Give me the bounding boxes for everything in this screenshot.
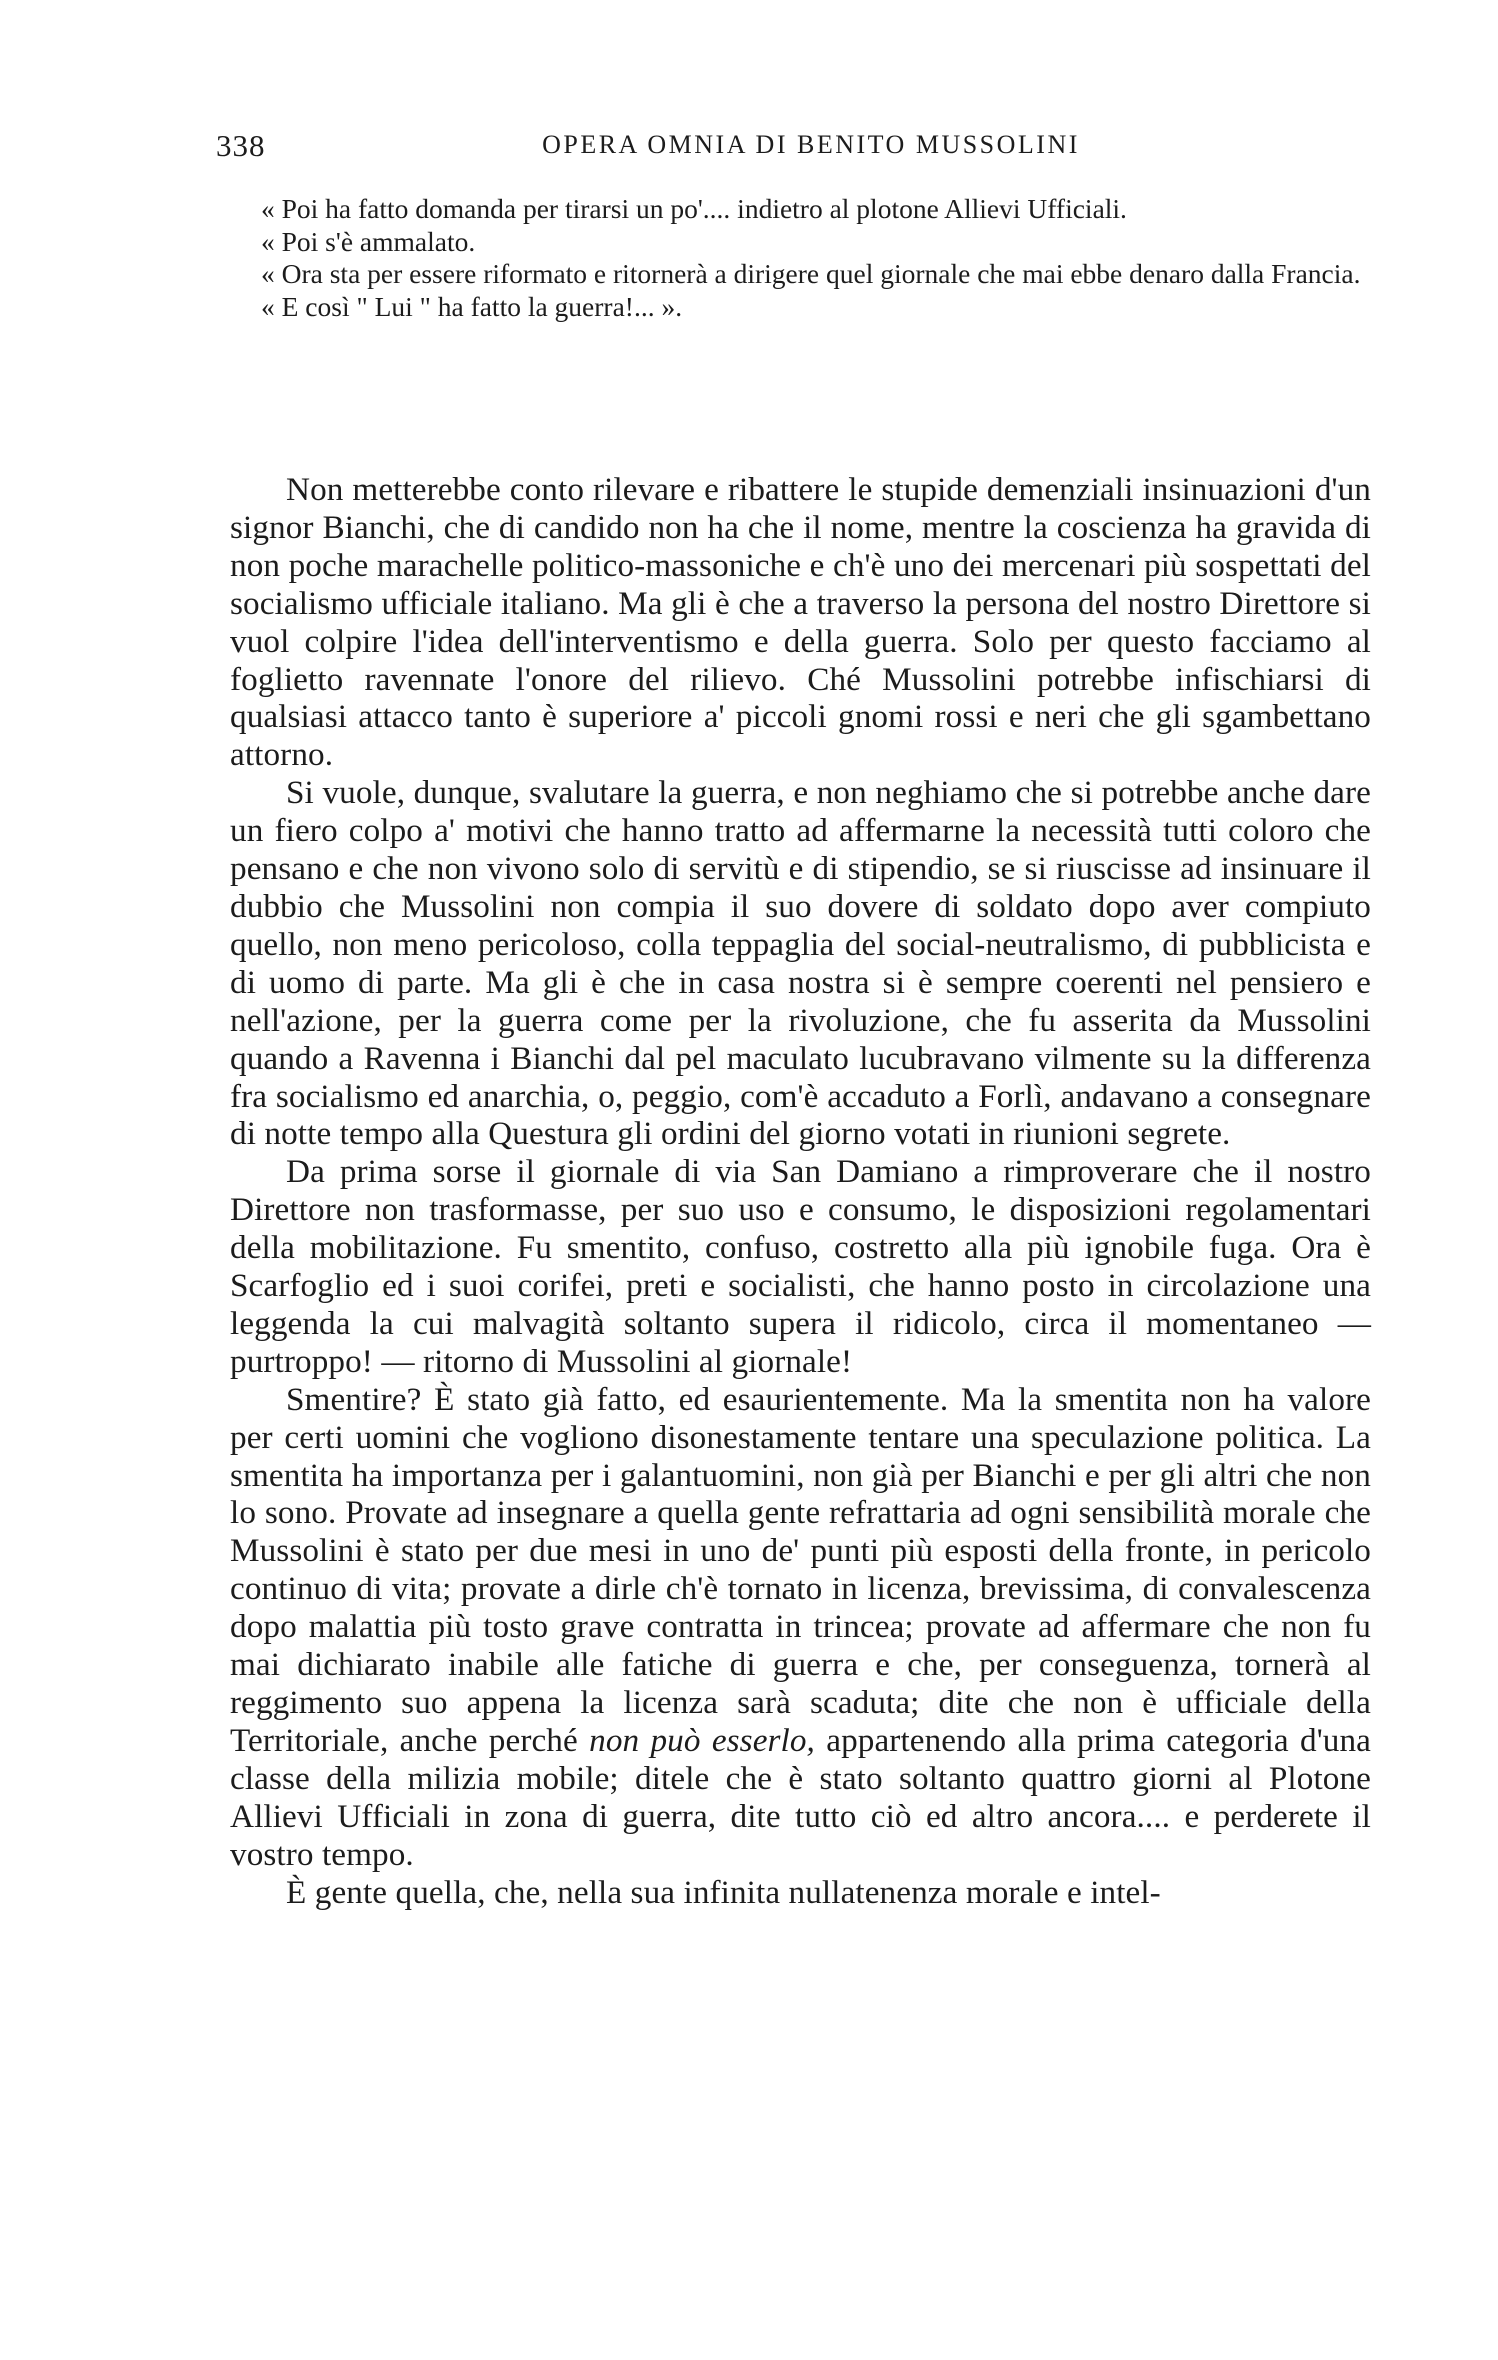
paragraph-4 [230, 1381, 1371, 1874]
quote-line: « Ora sta per essere riformato e ritornerà a dirigere quel giornale che mai ebbe denaro dalla Francia. [261, 258, 1361, 289]
paragraph-4-text-a: Smentire? È stato già fatto, ed esaurientemente. Ma la smentita non ha valore per certi uomini che vogliono disonestamente tentare una speculazione politica. La smentita ha importanza per i galantuomini, non già per Bianchi e per gli altri che non lo sono. Provate ad insegnare a quella gente refrattaria ad ogni sensibilità morale che Mussolini è stato per due mesi in uno de' punti più esposti della fronte, in pericolo continuo di vita; provate a dirle ch'è tornato in licenza, brevissima, di convalescenza dopo malattia più tosto grave contratta in trincea; provate ad affermare che non fu mai dichiarato inabile alle fatiche di guerra e che, per conseguenza, tornerà al reggimento suo appena la licenza sarà scaduta; dite che non è ufficiale della Territoriale, anche perché [230, 1380, 1371, 1759]
paragraph-4-text-b: appartenendo alla prima categoria d'una classe della milizia mobile; ditele che è stato soltanto quattro giorni al Plotone Allievi Ufficiali in zona di guerra, dite tutto ciò ed altro ancora.... e perderete il vostro tempo. [230, 1721, 1372, 1873]
quote-line: « E così " Lui " ha fatto la guerra!... ». [261, 290, 683, 322]
article-body [230, 471, 1371, 1911]
paragraph-5: È gente quella, che, nella sua infinita nullatenenza morale e intel- [286, 1873, 1161, 1911]
quote-line: « Poi ha fatto domanda per tirarsi un po'.... indietro al plotone Allievi Ufficiali. [261, 193, 1127, 224]
paragraph-4-italic: non può esserlo, [589, 1721, 815, 1759]
paragraph-3: Da prima sorse il giornale di via San Damiano a rimproverare che il nostro Direttore non trasformasse, per suo uso e consumo, le disposizioni regolamentari della mobilitazione. Fu smentito, confuso, costretto alla più ignobile fuga. Ora è Scarfoglio ed i suoi corifei, preti e socialisti, che hanno posto in circolazione una leggenda la cui malvagità soltanto supera il ridicolo, circa il momentaneo — purtroppo! — ritorno di Mussolini al giornale! [230, 1153, 1371, 1380]
page-number: 338 [216, 128, 266, 163]
quoted-passage [230, 193, 1370, 323]
running-title: OPERA OMNIA DI BENITO MUSSOLINI [542, 130, 1080, 159]
running-head [216, 128, 1376, 172]
quote-line: « Poi s'è ammalato. [261, 225, 476, 257]
paragraph-1: Non metterebbe conto rilevare e ribattere le stupide demenziali insinuazioni d'un signor Bianchi, che di candido non ha che il nome, mentre la coscienza ha gravida di non poche marachelle politico-massoniche e ch'è uno dei mercenari più sospettati del socialismo ufficiale italiano. Ma gli è che a traverso la persona del nostro Direttore si vuol colpire l'idea dell'interventismo e della guerra. Solo per questo facciamo al foglietto ravennate l'onore del rilievo. Ché Mussolini potrebbe infischiarsi di qualsiasi attacco tanto è superiore a' piccoli gnomi rossi e neri che gli sgambettano attorno. [230, 471, 1371, 774]
paragraph-2: Si vuole, dunque, svalutare la guerra, e non neghiamo che si potrebbe anche dare un fiero colpo a' motivi che hanno tratto ad affermarne la necessità tutti coloro che pensano e che non vivono solo di servitù e di stipendio, se si riuscisse ad insinuare il dubbio che Mussolini non compia il suo dovere di soldato dopo aver compiuto quello, non meno pericoloso, colla teppaglia del social-neutralismo, di pubblicista e di uomo di parte. Ma gli è che in casa nostra si è sempre coerenti nel pensiero e nell'azione, per la guerra come per la rivoluzione, che fu asserita da Mussolini quando a Ravenna i Bianchi dal pel maculato lucubravano vilmente su la differenza fra socialismo ed anarchia, o, peggio, com'è accaduto a Forlì, andavano a consegnare di notte tempo alla Questura gli ordini del giorno votati in riunioni segrete. [230, 774, 1371, 1153]
